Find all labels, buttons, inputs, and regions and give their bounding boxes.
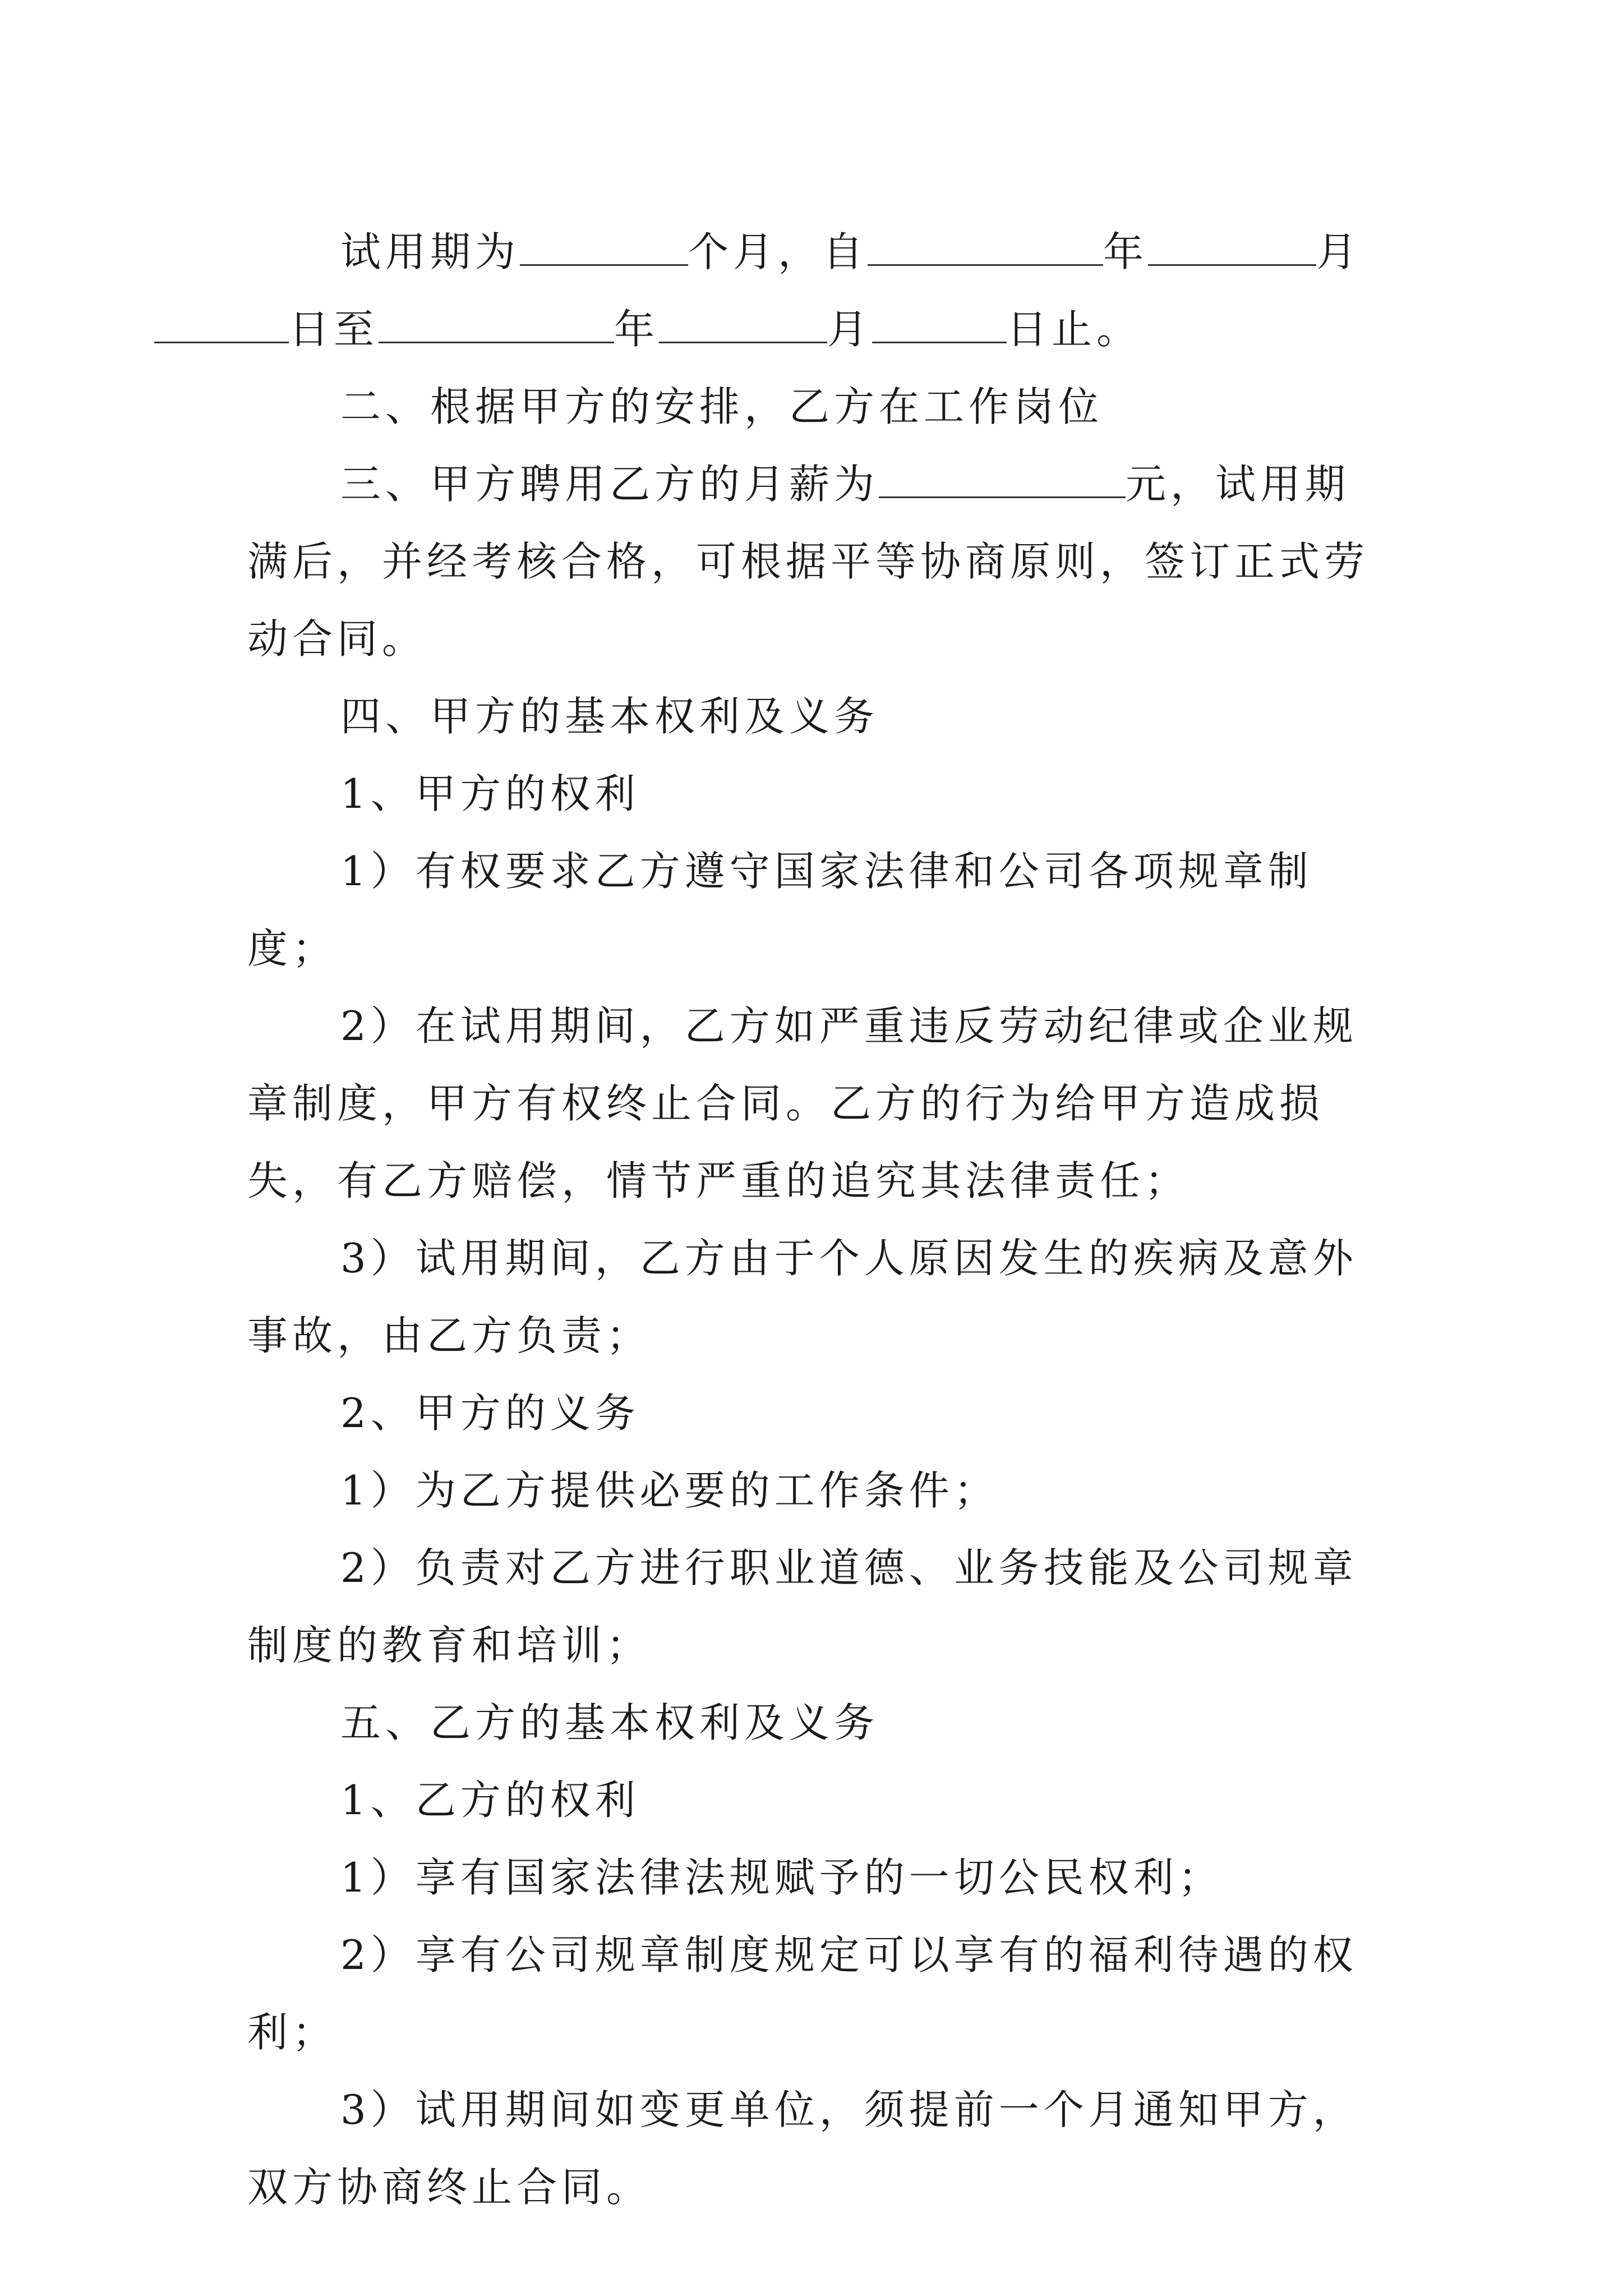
end-month-blank[interactable] (659, 306, 827, 343)
document-body (247, 213, 1380, 2226)
clause-4-right-3: 3）试用期间，乙方由于个人原因发生的疾病及意外事故，由乙方负责； (247, 1235, 1358, 1359)
probation-period-paragraph (247, 213, 1380, 368)
clause-5-right-3: 3）试用期间如变更单位，须提前一个月通知甲方，双方协商终止合同。 (247, 2086, 1358, 2211)
probation-text-2: 个月，自 (688, 228, 868, 275)
clause-5-rights-heading: 1、乙方的权利 (340, 1777, 640, 1824)
probation-text-8: 日止。 (1007, 306, 1142, 353)
clause-5-right-1: 1）享有国家法律法规赋予的一切公民权利； (340, 1854, 1223, 1901)
probation-text-3: 年 (1103, 228, 1149, 275)
clause-4-right-2: 2）在试用期间，乙方如严重违反劳动纪律或企业规章制度，甲方有权终止合同。乙方的行为给甲方造成损失，有乙方赔偿，情节严重的追究其法律责任； (247, 1002, 1358, 1204)
clause-3 (247, 445, 1380, 678)
probation-months-blank[interactable] (520, 228, 688, 266)
start-month-blank[interactable] (1148, 228, 1316, 266)
clause-4-duty-1: 1）为乙方提供必要的工作条件； (340, 1467, 999, 1514)
clause-4-duties-heading: 2、甲方的义务 (340, 1389, 640, 1437)
clause-4-right-1: 1）有权要求乙方遵守国家法律和公司各项规章制度； (247, 848, 1313, 972)
probation-text-6: 年 (614, 306, 660, 353)
start-day-blank[interactable] (154, 306, 289, 343)
start-year-blank[interactable] (868, 228, 1103, 266)
clause-3-text-b: 元，试用期满后，并经考核合格，可根据平等协商原则，签订正式劳动合同。 (247, 461, 1370, 662)
clause-2: 二、根据甲方的安排，乙方在工作岗位 (340, 383, 1104, 430)
end-year-blank[interactable] (379, 306, 614, 343)
clause-5-right-2: 2）享有公司规章制度规定可以享有的福利待遇的权利； (247, 1931, 1358, 2056)
clause-3-text-a: 三、甲方聘用乙方的月薪为 (340, 461, 879, 508)
clause-5-heading: 五、乙方的基本权利及义务 (340, 1699, 879, 1746)
clause-4-rights-heading: 1、甲方的权利 (340, 770, 640, 817)
clause-4-heading: 四、甲方的基本权利及义务 (340, 693, 879, 740)
probation-text-1: 试用期为 (340, 228, 520, 275)
clause-4-duty-2: 2）负责对乙方进行职业道德、业务技能及公司规章制度的教育和培训； (247, 1544, 1358, 1669)
probation-text-5: 日至 (289, 306, 379, 353)
probation-text-4: 月 (1316, 228, 1362, 275)
probation-text-7: 月 (827, 306, 873, 353)
monthly-salary-blank[interactable] (879, 461, 1126, 498)
end-day-blank[interactable] (872, 306, 1007, 343)
